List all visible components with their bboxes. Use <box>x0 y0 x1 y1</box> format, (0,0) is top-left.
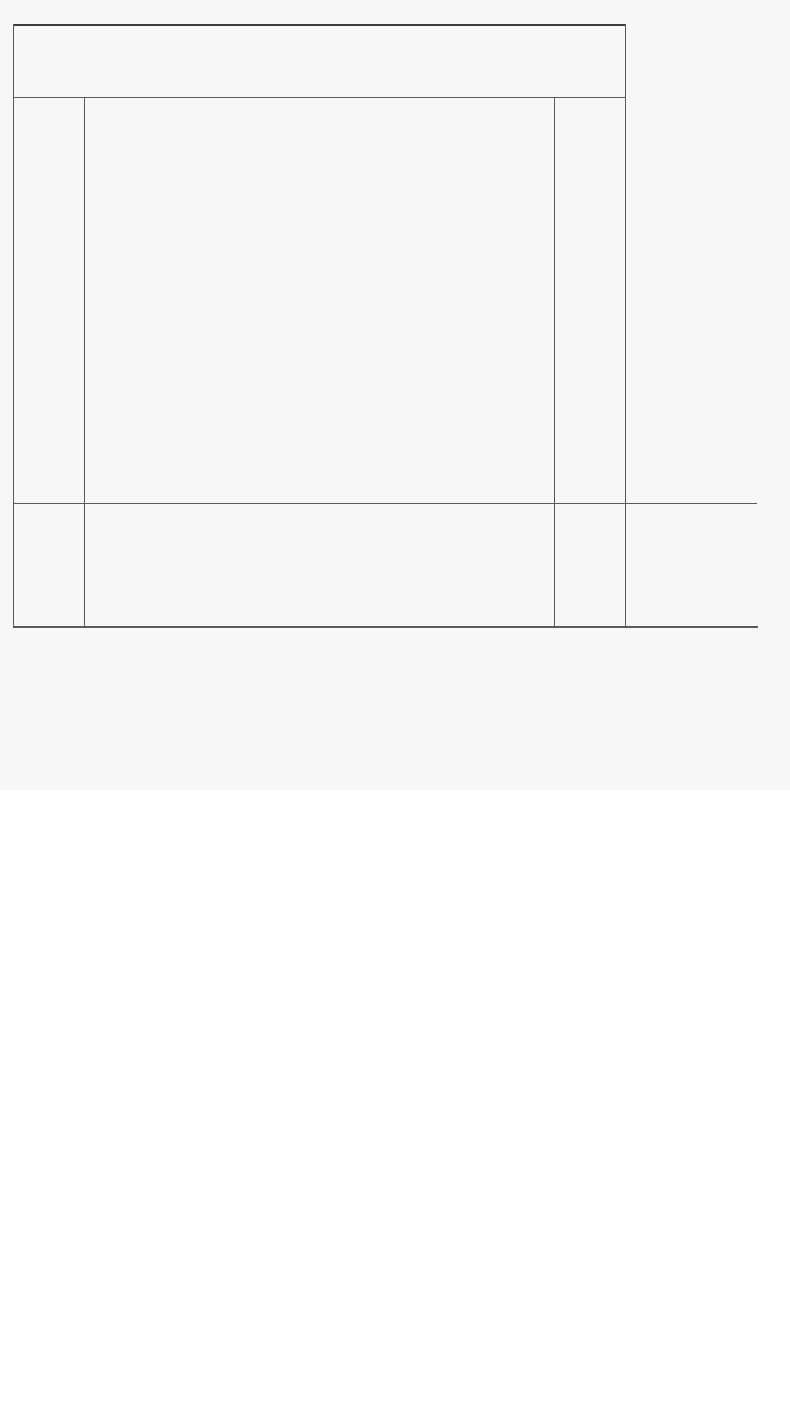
table-border-bottom <box>13 626 758 628</box>
table-border-left <box>13 24 14 627</box>
promo-title <box>0 838 790 920</box>
promo-section <box>0 790 790 1404</box>
clipped-model-text <box>365 0 635 8</box>
model-header <box>13 26 625 97</box>
table-border-section-divider <box>13 503 757 504</box>
table-border-content-right <box>554 97 555 627</box>
table-border-label-col <box>84 97 85 627</box>
table-border-header-bottom <box>13 97 625 98</box>
table-border-code-col <box>625 24 626 627</box>
